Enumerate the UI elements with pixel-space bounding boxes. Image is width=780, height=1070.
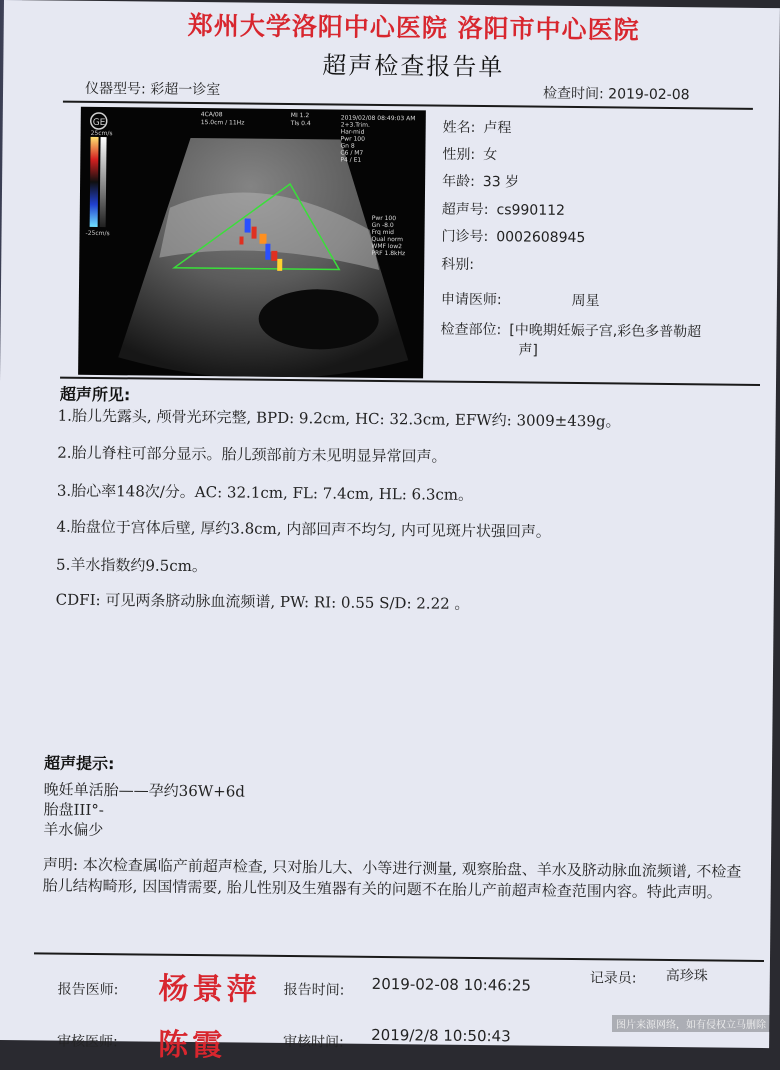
finding-item: 2.胎儿脊柱可部分显示。胎儿颈部前方未见明显异常回声。 [57,442,447,467]
requesting-doctor-value: 周星 [572,293,600,309]
patient-name [443,117,512,138]
audit-doctor-signature: 陈霞 [158,1020,226,1065]
ultrasound-image [78,107,426,379]
patient-age [442,171,519,192]
overlay-line: Pwr 100Gn -8.0Frq midQual normWMF low2PRF 1.8kHz [371,215,405,257]
finding-item: 5.羊水指数约9.5cm。 [56,554,207,577]
clinic-number-label: 门诊号: [441,226,488,246]
department [441,254,482,274]
ge-logo-text: GE [93,118,106,128]
overlay-line: MI 1.2TIs 0.4 [290,112,311,127]
conclusion-line: 羊水偏少 [43,818,103,840]
instrument-label: 仪器型号: [85,81,146,98]
finding-item: 4.胎盘位于宫体后壁, 厚约3.8cm, 内部回声不均匀, 内可见斑片状强回声。 [56,516,551,542]
exam-date-label: 检查时间: [543,86,604,103]
findings-title: 超声所见: [60,382,131,406]
ultrasound-scan [78,107,426,379]
declaration: 声明: 本次检查属临产前超声检查, 只对胎儿大、小等进行测量, 观察胎盘、羊水及脐动脉血流频谱, 不检查胎儿结构畸形, 因国情需要, 胎儿性别及生殖器有关的问题不在胎儿产前超声检查范围内容。特此声明。 [43,854,743,903]
conclusion-title: 超声提示: [44,750,115,774]
instrument-field [85,78,220,99]
name-value: 卢程 [483,120,511,136]
exam-part-value-line2: 声] [518,339,740,361]
conclusion-line: 晚妊单活胎——孕约36W+6d [44,778,245,801]
finding-item: 3.胎心率148次/分。AC: 32.1cm, FL: 7.4cm, HL: 6.3cm。 [57,480,473,505]
exam-part [440,319,740,362]
exam-date-value: 2019-02-08 [608,86,690,103]
exam-part-label: 检查部位: [440,319,501,340]
report-doctor-label: 报告医师: [58,979,119,1000]
watermark: 图片来源网络，如有侵权立马删除 [612,1015,770,1032]
color-scale-bar [90,137,99,227]
report-doctor-signature: 杨景萍 [158,964,260,1009]
report-time-label: 报告时间: [284,979,345,1000]
requesting-doctor [441,289,600,311]
requesting-doctor-label: 申请医师: [441,289,502,310]
us-number-value: cs990112 [496,202,565,219]
exam-date-field [543,83,690,105]
patient-sex [442,144,497,165]
report-time-value: 2019-02-08 10:46:25 [372,975,531,995]
us-number-label: 超声号: [442,199,489,219]
audit-doctor-label: 审核医师: [57,1031,118,1052]
age-value: 33 岁 [483,174,519,190]
clinic-number [441,226,585,248]
footer-divider [34,952,764,962]
scale-top-label: 25cm/s [91,130,113,137]
exam-part-value-line1: [中晚期妊娠子宫,彩色多普勒超 [509,322,701,340]
department-label: 科别: [441,254,474,274]
clinic-number-value: 0002608945 [496,229,585,246]
gray-scale-bar [100,137,107,227]
finding-item: 1.胎儿先露头, 颅骨光环完整, BPD: 9.2cm, HC: 32.3cm, EFW约: 3009±439g。 [58,405,621,432]
hospital-name: 郑州大学洛阳中心医院 洛阳市中心医院 [114,5,714,47]
scale-bottom-label: -25cm/s [86,230,110,237]
sex-value: 女 [483,147,497,163]
overlay-line: 2019/02/08 08:49:03 AM2+3.Trim.Har-midPwr 100Gn 8C6 / M7P4 / E1 [340,115,415,165]
audit-time-value: 2019/2/8 10:50:43 [371,1026,511,1045]
us-number [442,199,565,220]
recorder-value: 高珍珠 [666,965,708,985]
recorder-label: 记录员: [590,967,637,987]
sex-label: 性别: [442,144,475,164]
instrument-value: 彩超一诊室 [150,82,220,99]
age-label: 年龄: [442,171,475,191]
audit-time-label: 审核时间: [283,1031,344,1052]
overlay-line: 4CA/0815.0cm / 11Hz [201,111,245,126]
report-title: 超声检查报告单 [263,45,563,83]
cdfi-item: CDFI: 可见两条脐动脉血流频谱, PW: RI: 0.55 S/D: 2.22 。 [56,589,470,614]
name-label: 姓名: [443,117,476,137]
conclusion-line: 胎盘III°- [43,798,104,820]
